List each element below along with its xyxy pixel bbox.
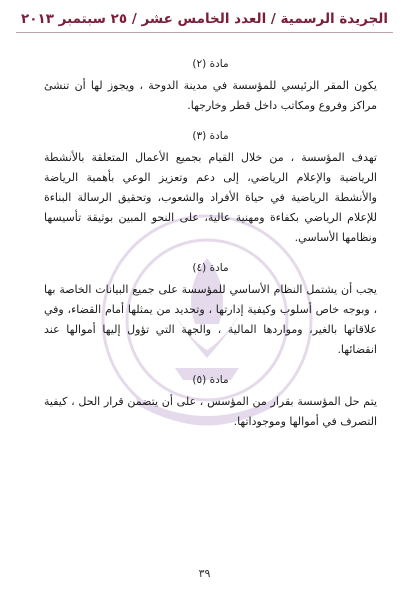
text-line: يجب أن يشتمل النظام الأساسي للمؤسسة على جميع البيانات	[95, 283, 377, 296]
article-2	[44, 58, 377, 116]
article-text	[44, 280, 377, 360]
article-heading: مادة (٣)	[192, 130, 229, 142]
article-heading: مادة (٤)	[192, 262, 229, 274]
text-line: والأنشطة الرياضية في حياة الأفراد والشعوب، وتحقيق الرسالة البناءة	[44, 191, 377, 204]
text-line: يتم حل المؤسسة بقرار من المؤسس ، على أن يتضمن قرار الحل ،	[71, 395, 378, 408]
text-line: للإعلام الرياضي بكفاءة ومهنية عالية، على النحو المبين بوثيقة تأسيسها	[44, 211, 377, 224]
article-3	[44, 130, 377, 248]
text-line: الرياضية والإعلام الرياضي، إلى دعم وتعزيز الوعي بأهمية الرياضة	[44, 171, 377, 184]
header-divider	[16, 32, 393, 33]
text-line: يكون المقر الرئيسي للمؤسسة في مدينة الدوحة ، ويجوز لها أن	[74, 79, 377, 92]
document-body	[44, 58, 377, 446]
article-text	[44, 76, 377, 116]
article-text	[44, 148, 377, 248]
article-text	[44, 392, 377, 432]
text-line: كيفية التصرف في أموالها وموجوداتها.	[44, 395, 377, 428]
article-5	[44, 374, 377, 432]
text-line: تنشئ مراكز وفروع ومكاتب داخل قطر وخارجها.	[44, 79, 377, 112]
text-line: تهدف المؤسسة ، من خلال القيام بجميع الأعمال المتعلقة بالأنشطة	[44, 151, 377, 164]
text-line: القضاء، وفي علاقاتها بالغير، ومواردها المالية ، والجهة التي تؤول إليها	[44, 303, 377, 336]
text-line: أموالها عند انقضائها.	[44, 323, 377, 356]
text-line: ونظامها الأساسي.	[294, 231, 377, 244]
page-number: ٣٩	[198, 567, 211, 580]
article-4	[44, 262, 377, 360]
page-header	[20, 6, 389, 32]
text-line: الخاصة بها ، وبوجه خاص أسلوب وكيفية إدارتها ، وتحديد من يمثلها أمام	[44, 283, 377, 316]
article-heading: مادة (٥)	[192, 374, 229, 386]
article-heading: مادة (٢)	[192, 58, 229, 70]
gazette-title: الجريدة الرسمية / العدد الخامس عشر / ٢٥ سبتمبر ٢٠١٣	[21, 11, 389, 27]
